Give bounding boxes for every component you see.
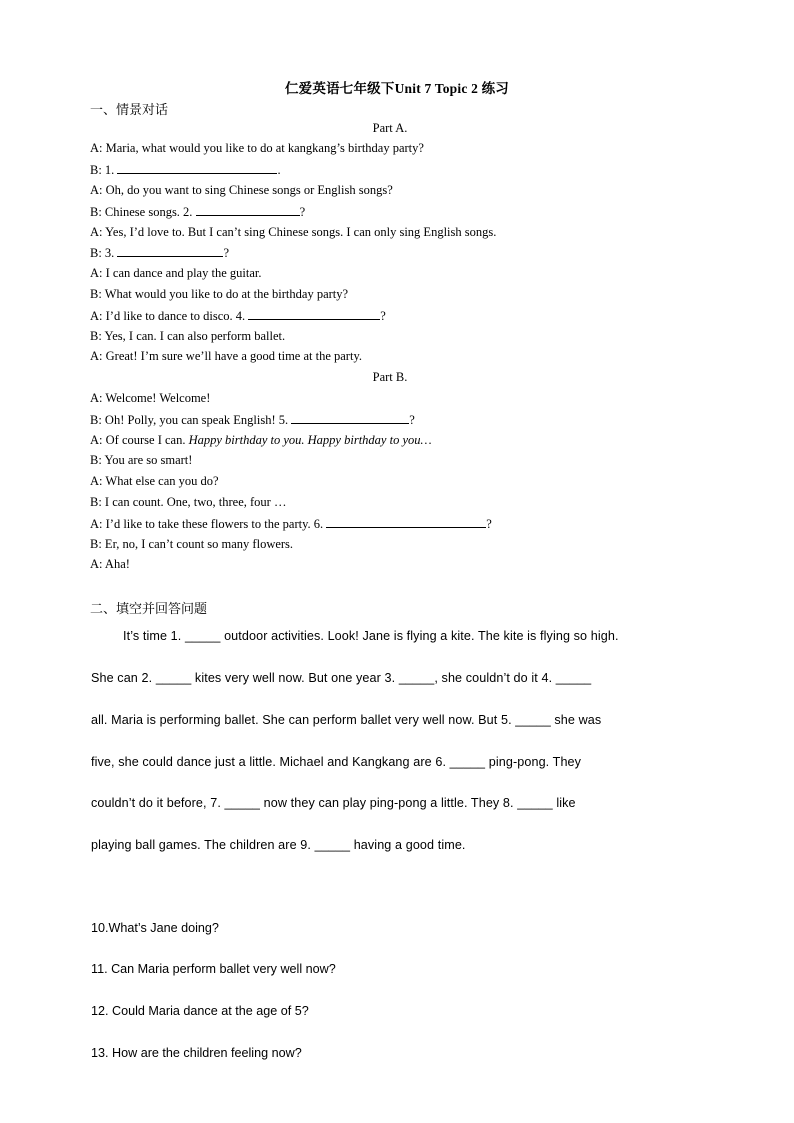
dialogue-text: A: I can dance and play the guitar. — [90, 266, 262, 280]
dialogue-punct: ? — [409, 413, 415, 427]
dialogue-line — [90, 433, 432, 448]
question-11: 11. Can Maria perform ballet very well now? — [91, 962, 336, 976]
passage-line: playing ball games. The children are 9. _____ having a good time. — [91, 838, 466, 852]
dialogue-text: B: What would you like to do at the birthday party? — [90, 287, 349, 301]
dialogue-text: A: I’d like to take these flowers to the party. 6. — [90, 517, 327, 531]
dialogue-line — [90, 557, 130, 572]
answer-blank-4[interactable] — [248, 308, 380, 320]
song-lyrics: Happy birthday to you. Happy birthday to you… — [188, 433, 432, 447]
dialogue-text: A: Of course I can. — [90, 433, 189, 447]
dialogue-line — [90, 474, 219, 489]
dialogue-line — [90, 349, 362, 364]
question-12: 12. Could Maria dance at the age of 5? — [91, 1004, 309, 1018]
question-10: 10.What’s Jane doing? — [91, 921, 219, 935]
dialogue-text: B: 3. — [90, 246, 118, 260]
passage-line: five, she could dance just a little. Michael and Kangkang are 6. _____ ping-pong. They — [91, 755, 582, 769]
dialogue-line — [90, 162, 281, 178]
part-b-label: Part B. — [372, 370, 408, 384]
dialogue-line — [90, 537, 293, 552]
dialogue-line — [90, 204, 305, 220]
dialogue-punct: ? — [299, 205, 306, 219]
dialogue-line — [90, 266, 261, 281]
dialogue-line — [90, 391, 210, 406]
dialogue-line — [90, 141, 424, 156]
dialogue-punct: . — [277, 163, 281, 177]
dialogue-text: A: I’d like to dance to disco. 4. — [90, 309, 249, 323]
dialogue-text: A: Maria, what would you like to do at kangkang’s birthday party? — [90, 141, 424, 155]
answer-blank-6[interactable] — [326, 516, 486, 528]
passage-line: all. Maria is performing ballet. She can perform ballet very well now. But 5. _____ she was — [91, 713, 602, 727]
question-13: 13. How are the children feeling now? — [91, 1046, 302, 1060]
dialogue-text: A: Aha! — [90, 557, 130, 571]
answer-blank-1[interactable] — [117, 162, 277, 174]
dialogue-punct: ? — [223, 246, 229, 260]
dialogue-line — [90, 183, 393, 198]
dialogue-punct: ? — [486, 517, 492, 531]
dialogue-text: A: Welcome! Welcome! — [90, 391, 211, 405]
dialogue-line — [90, 225, 496, 240]
dialogue-text: A: Great! I’m sure we’ll have a good time at the party. — [90, 349, 363, 363]
dialogue-line — [90, 495, 286, 510]
dialogue-line — [90, 308, 386, 324]
answer-blank-2[interactable] — [196, 204, 300, 216]
answer-blank-5[interactable] — [291, 412, 409, 424]
part-a-label: Part A. — [372, 121, 408, 135]
passage-line: It’s time 1. _____ outdoor activities. Look! Jane is flying a kite. The kite is flying so high. — [123, 629, 619, 643]
dialogue-line — [90, 453, 192, 468]
dialogue-line — [90, 516, 492, 532]
dialogue-text: B: I can count. One, two, three, four … — [90, 495, 287, 509]
passage-line: She can 2. _____ kites very well now. But one year 3. _____, she couldn’t do it 4. _____ — [91, 671, 592, 685]
dialogue-text: B: Er, no, I can’t count so many flowers. — [90, 537, 294, 551]
section-heading-dialogue: 一、情景对话 — [90, 103, 169, 118]
dialogue-text: A: Oh, do you want to sing Chinese songs or English songs? — [90, 183, 393, 197]
dialogue-punct: ? — [380, 309, 386, 323]
dialogue-line — [90, 245, 229, 261]
dialogue-line — [90, 287, 348, 302]
section-heading-cloze: 二、填空并回答问题 — [90, 602, 208, 617]
dialogue-text: B: Chinese songs. 2. — [90, 205, 196, 219]
answer-blank-3[interactable] — [117, 245, 223, 257]
dialogue-text: B: Oh! Polly, you can speak English! 5. — [90, 413, 292, 427]
dialogue-text: B: Yes, I can. I can also perform ballet. — [90, 329, 286, 343]
dialogue-text: A: What else can you do? — [90, 474, 219, 488]
dialogue-line — [90, 412, 415, 428]
dialogue-text: B: You are so smart! — [90, 453, 193, 467]
dialogue-text: B: 1. — [90, 163, 118, 177]
dialogue-line — [90, 329, 285, 344]
dialogue-text: A: Yes, I’d love to. But I can’t sing Chinese songs. I can only sing English songs. — [90, 225, 497, 239]
page-title: 仁爱英语七年级下Unit 7 Topic 2 练习 — [284, 81, 510, 96]
passage-line: couldn’t do it before, 7. _____ now they can play ping-pong a little. They 8. _____ like — [91, 796, 576, 810]
